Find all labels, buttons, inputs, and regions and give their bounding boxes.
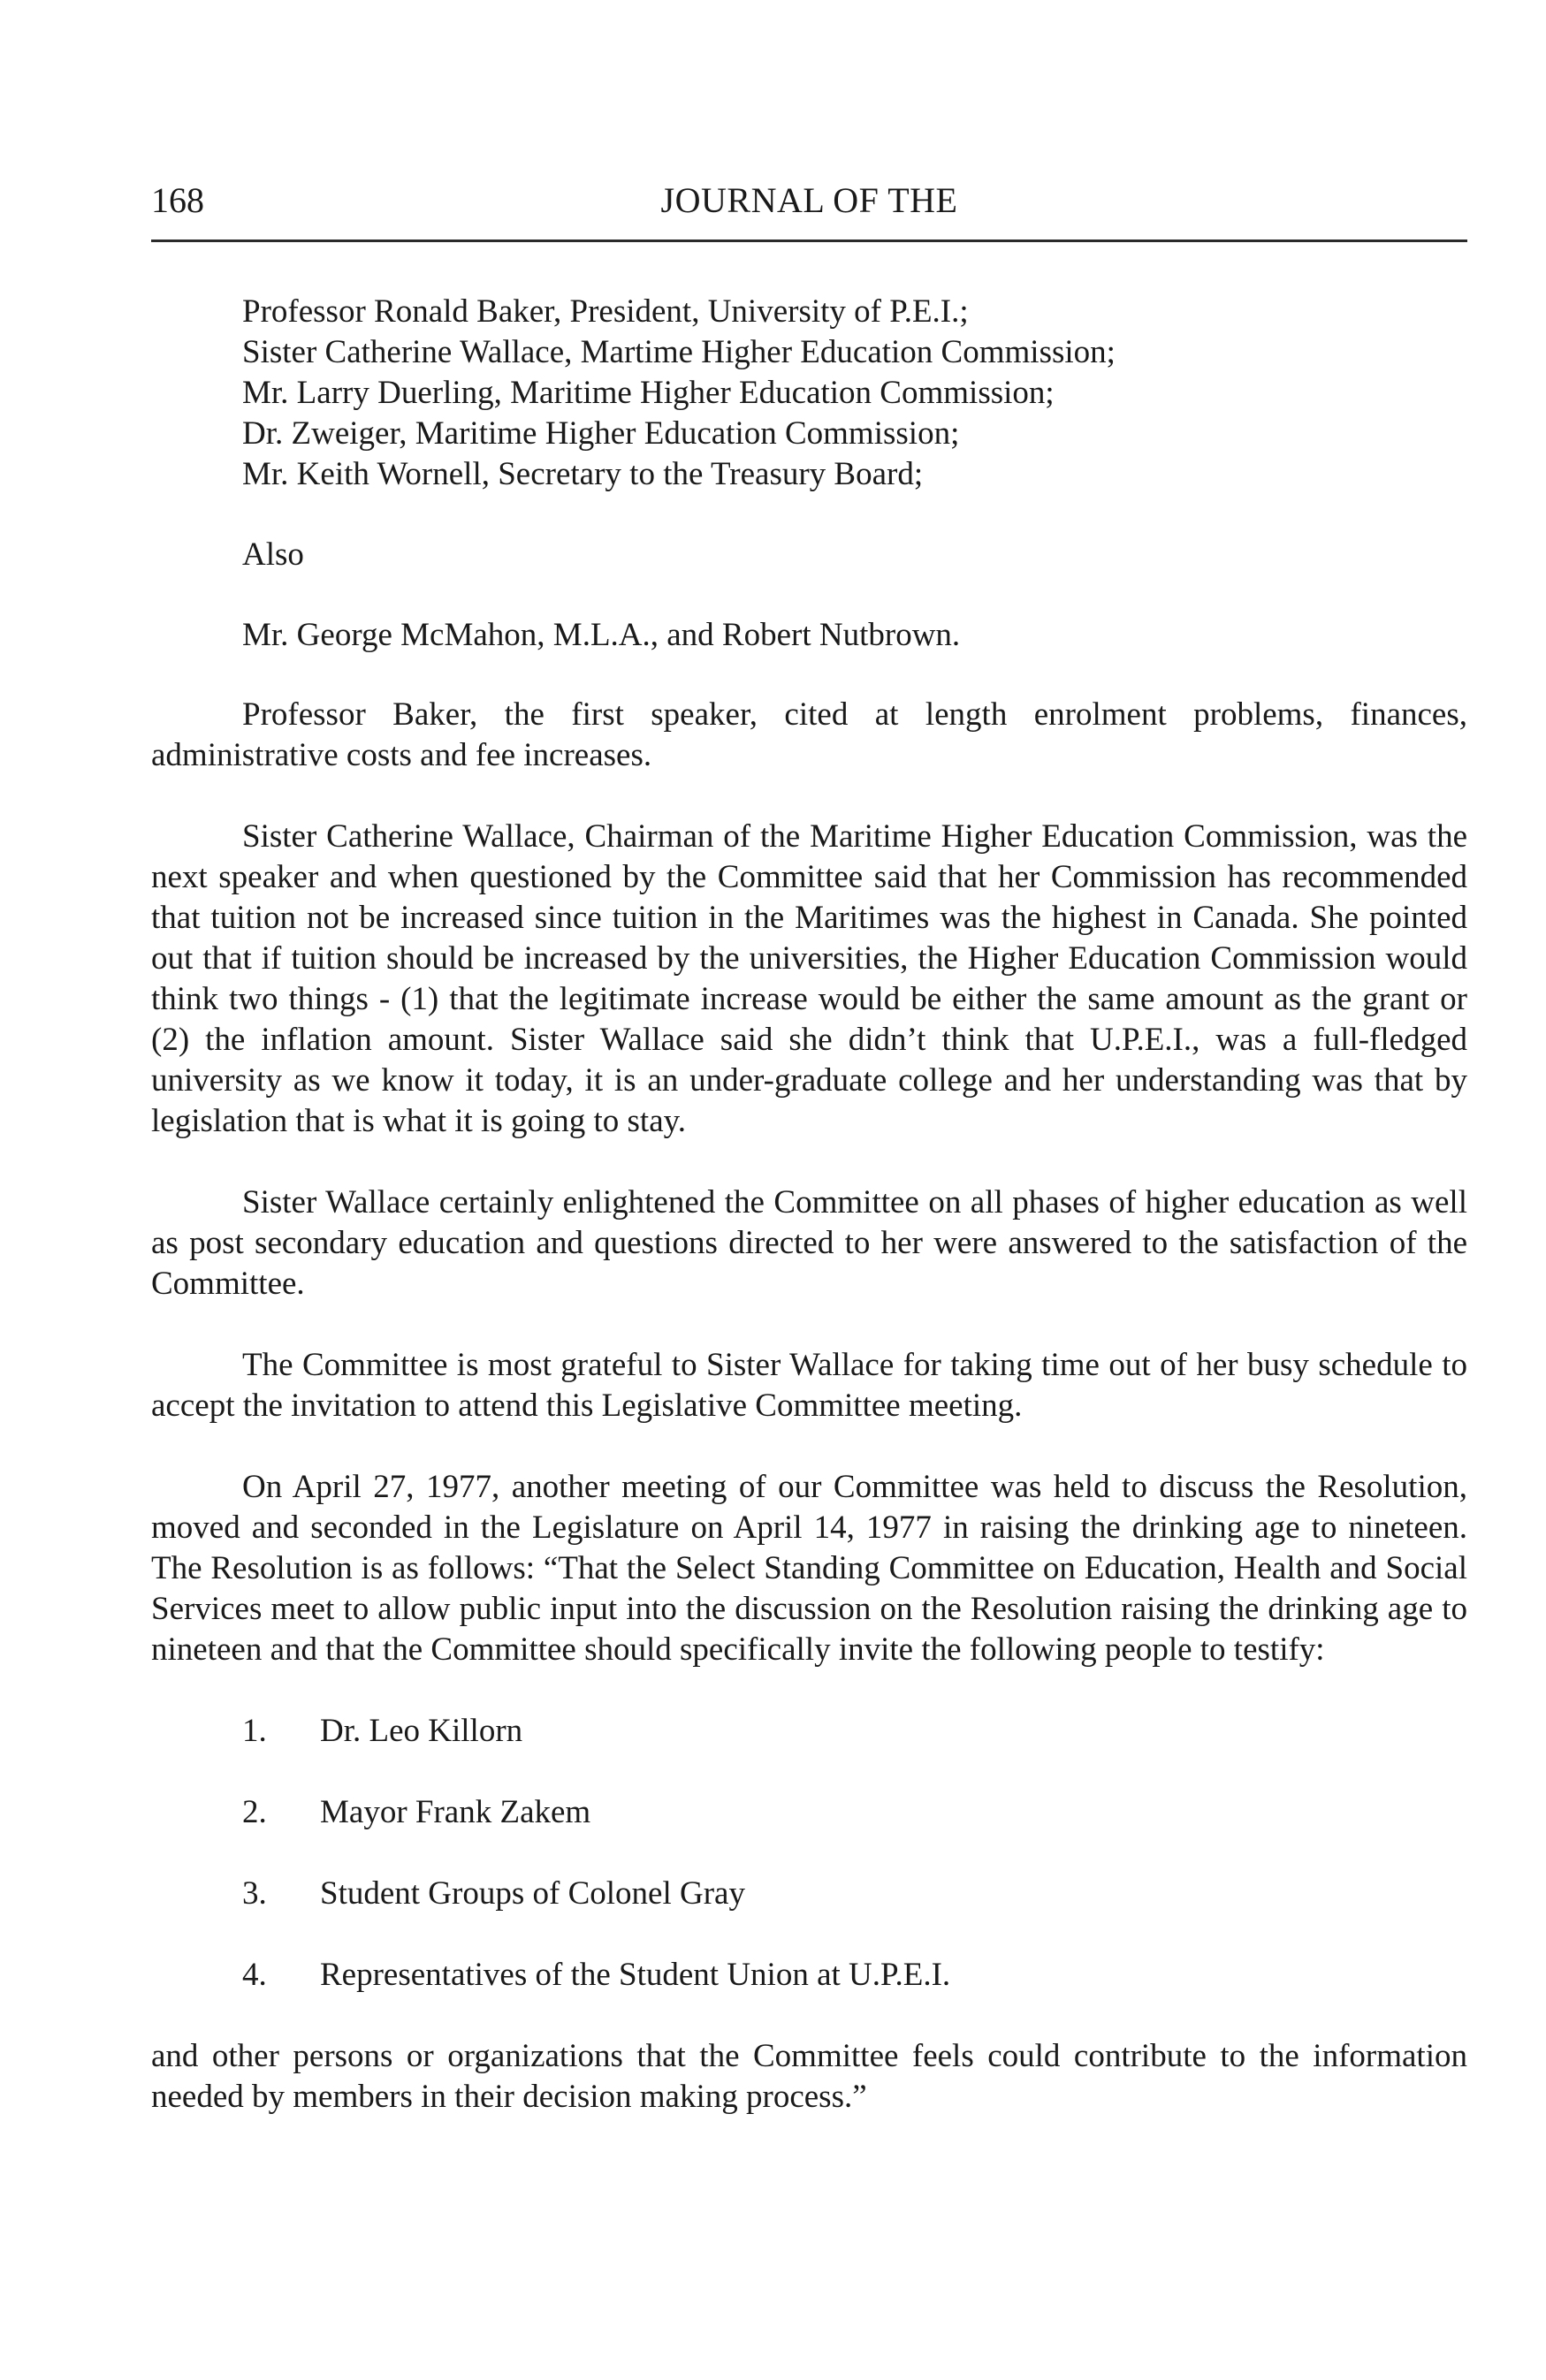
also-attendees: Mr. George McMahon, M.L.A., and Robert Nutbrown.: [242, 617, 961, 653]
paragraph-baker: Professor Baker, the first speaker, cited at length enrolment problems, finances, administrative costs and fee increases.: [151, 696, 1467, 773]
running-title: JOURNAL OF THE: [660, 180, 958, 220]
paragraph-wallace-enlightened: Sister Wallace certainly enlightened the Committee on all phases of higher education as well as post secondary education and questions directed to her were answered to the satisfaction of the Committee.: [151, 1184, 1467, 1302]
invitee-item: [151, 1792, 1467, 1833]
attendee-line: Professor Ronald Baker, President, University of P.E.I.;: [242, 293, 969, 330]
invitee-item: [151, 1955, 1467, 1996]
paragraph-committee-grateful: The Committee is most grateful to Sister Wallace for taking time out of her busy schedule to accept the invitation to attend this Legislative Committee meeting.: [151, 1347, 1467, 1424]
invitee-number: 2.: [242, 1794, 267, 1830]
invitee-name: Representatives of the Student Union at U.P.E.I.: [320, 1957, 951, 1993]
page-body: [151, 292, 1467, 2118]
header-rule: [151, 240, 1467, 242]
invitee-number: 4.: [242, 1957, 267, 1993]
invitee-item: [151, 1874, 1467, 1914]
invitee-name: Student Groups of Colonel Gray: [320, 1875, 745, 1912]
invitee-name: Dr. Leo Killorn: [320, 1713, 523, 1749]
invitee-name: Mayor Frank Zakem: [320, 1794, 591, 1830]
page-number: 168: [151, 180, 204, 220]
attendee-line: Sister Catherine Wallace, Martime Higher Education Commission;: [242, 334, 1116, 370]
paragraph-closing: and other persons or organizations that the Committee feels could contribute to the information needed by members in their decision making process.”: [151, 2038, 1467, 2115]
page-header: [151, 170, 1467, 232]
attendee-line: Mr. Larry Duerling, Maritime Higher Education Commission;: [242, 375, 1055, 411]
paragraph-wallace-testimony: Sister Catherine Wallace, Chairman of the Maritime Higher Education Commission, was the next speaker and when questioned by the Committee said that her Commission has recommended that tuition not be increased since tuition in the Maritimes was the highest in Canada. She pointed out that if tuition should be increased by the universities, the Higher Education Commission would think two things - (1) that the legitimate increase would be either the same amount as the grant or (2) the inflation amount. Sister Wallace said she didn’t think that U.P.E.I., was a full-fledged university as we know it today, it is an under-graduate college and her understanding was that by legislation that is what it is going to stay.: [151, 818, 1467, 1139]
paragraph-resolution: On April 27, 1977, another meeting of our Committee was held to discuss the Resolution, moved and seconded in the Legislature on April 14, 1977 in raising the drinking age to nineteen. The Resolution is as follows: “That the Select Standing Committee on Education, Health and Social Services meet to allow public input into the discussion on the Resolution raising the drinking age to nineteen and that the Committee should specifically invite the following people to testify:: [151, 1469, 1467, 1668]
invitee-list: [151, 1711, 1467, 1996]
also-label: Also: [242, 536, 304, 573]
invitee-item: [151, 1711, 1467, 1752]
attendee-line: Dr. Zweiger, Maritime Higher Education Commission;: [242, 415, 960, 452]
invitee-number: 3.: [242, 1875, 267, 1912]
invitee-number: 1.: [242, 1713, 267, 1749]
attendee-line: Mr. Keith Wornell, Secretary to the Treasury Board;: [242, 456, 924, 492]
attendee-list: [151, 292, 1467, 495]
